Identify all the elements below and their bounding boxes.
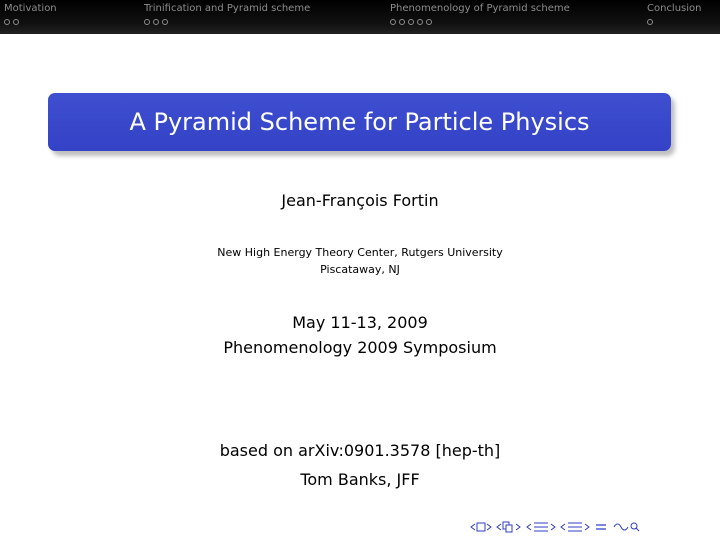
nav-section-phenomenology[interactable] [390,3,570,25]
institution [0,244,720,278]
reference-block [0,436,720,494]
document-prev-icon[interactable] [560,521,590,533]
institution-name: New High Energy Theory Center, Rutgers University [217,246,503,259]
nav-frame-dots [390,19,570,25]
frame-dot[interactable] [417,19,423,25]
nav-section-label[interactable]: Phenomenology of Pyramid scheme [390,3,570,14]
date-block [0,310,720,360]
arxiv-reference: based on arXiv:0901.3578 [hep-th] [219,441,501,460]
nav-section-trinification[interactable] [144,3,310,25]
nav-frame-dots [144,19,310,25]
equals-icon[interactable] [594,521,608,533]
nav-section-label[interactable]: Motivation [4,3,57,14]
date: May 11-13, 2009 [292,313,428,332]
nav-frame-dots [647,19,702,25]
frame-dot[interactable] [408,19,414,25]
paper-authors: Tom Banks, JFF [300,470,420,489]
frame-dot[interactable] [144,19,150,25]
frame-prev-icon[interactable] [470,521,492,533]
institution-location: Piscataway, NJ [320,263,400,276]
frame-dot[interactable] [13,19,19,25]
nav-section-conclusion[interactable] [647,3,702,25]
nav-frame-dots [4,19,57,25]
frame-dot[interactable] [399,19,405,25]
subsection-prev-icon[interactable] [496,521,522,533]
frame-dot[interactable] [4,19,10,25]
beamer-navigation-symbols [470,519,710,535]
nav-section-label[interactable]: Conclusion [647,3,702,14]
search-icon[interactable] [612,521,642,533]
frame-dot[interactable] [426,19,432,25]
section-prev-icon[interactable] [526,521,556,533]
title-box [48,93,671,151]
nav-section-label[interactable]: Trinification and Pyramid scheme [144,3,311,14]
author-name: Jean-François Fortin [281,191,439,210]
nav-section-motivation[interactable] [4,3,57,25]
slide-title: A Pyramid Scheme for Particle Physics [129,108,590,136]
event-name: Phenomenology 2009 Symposium [223,338,497,357]
frame-dot[interactable] [390,19,396,25]
frame-dot[interactable] [153,19,159,25]
frame-dot[interactable] [647,19,653,25]
frame-dot[interactable] [162,19,168,25]
section-navigation-bar [0,0,720,34]
